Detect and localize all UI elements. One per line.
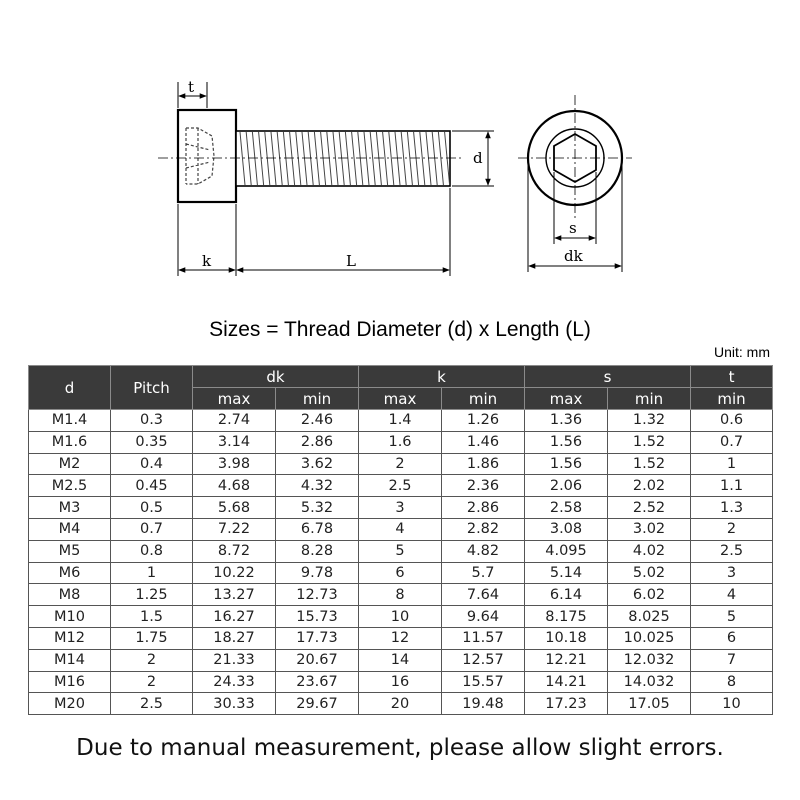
table-cell: 2 [359,453,442,475]
table-cell: 3 [691,562,773,584]
table-cell: 4 [359,518,442,540]
table-cell: 3.08 [525,518,608,540]
table-cell: 0.3 [111,410,193,432]
table-cell: 8.72 [193,540,276,562]
table-row [29,497,773,519]
table-row [29,540,773,562]
measurement-note: Due to manual measurement, please allow slight errors. [76,735,724,761]
screw-diagram [0,0,800,300]
subheader-t-min: min [691,388,773,410]
table-cell: 0.7 [111,518,193,540]
table-cell: 17.73 [276,627,359,649]
table-cell: 2.52 [608,497,691,519]
table-cell: 1.26 [442,410,525,432]
table-cell: 2.36 [442,475,525,497]
table-row [29,606,773,628]
table-cell: M2.5 [29,475,111,497]
header-k: k [359,366,525,388]
table-cell: 7.22 [193,518,276,540]
table-cell: 8.28 [276,540,359,562]
table-cell: 5.68 [193,497,276,519]
table-cell: 14.032 [608,671,691,693]
table-cell: 14.21 [525,671,608,693]
table-cell: 1.46 [442,431,525,453]
table-cell: 1.3 [691,497,773,519]
table-cell: 1.52 [608,453,691,475]
table-cell: 6 [691,627,773,649]
table-cell: 12.57 [442,649,525,671]
header-d: d [29,366,111,410]
table-cell: 0.6 [691,410,773,432]
table-row [29,475,773,497]
table-cell: 10 [691,693,773,715]
table-cell: 13.27 [193,584,276,606]
table-row [29,693,773,715]
table-cell: 1.56 [525,431,608,453]
table-row [29,518,773,540]
table-cell: 1.56 [525,453,608,475]
table-cell: M16 [29,671,111,693]
table-cell: M1.4 [29,410,111,432]
table-cell: 12 [359,627,442,649]
table-cell: 12.032 [608,649,691,671]
table-cell: 1.1 [691,475,773,497]
table-cell: 1.5 [111,606,193,628]
table-cell: 2.46 [276,410,359,432]
table-cell: M14 [29,649,111,671]
table-cell: M4 [29,518,111,540]
table-cell: 8.025 [608,606,691,628]
d-label: d [473,149,483,167]
table-cell: 1.86 [442,453,525,475]
table-cell: 23.67 [276,671,359,693]
table-cell: 5 [691,606,773,628]
table-cell: 10 [359,606,442,628]
table-cell: 16 [359,671,442,693]
table-cell: 24.33 [193,671,276,693]
table-cell: 3.14 [193,431,276,453]
table-cell: 2.74 [193,410,276,432]
table-cell: 4.095 [525,540,608,562]
table-row [29,671,773,693]
table-cell: 17.05 [608,693,691,715]
table-row [29,627,773,649]
table-cell: 3 [359,497,442,519]
table-cell: M12 [29,627,111,649]
L-label: L [346,252,356,270]
table-cell: 17.23 [525,693,608,715]
table-cell: 8.175 [525,606,608,628]
table-cell: M5 [29,540,111,562]
table-cell: 3.02 [608,518,691,540]
table-row [29,562,773,584]
table-cell: 1.25 [111,584,193,606]
table-cell: 10.025 [608,627,691,649]
screw-end-view [518,95,632,272]
table-cell: 6.02 [608,584,691,606]
header-s: s [525,366,691,388]
subheader-dk-max: max [193,388,276,410]
screw-side-view [158,78,494,276]
table-cell: 12.21 [525,649,608,671]
table-cell: 0.35 [111,431,193,453]
subheader-s-min: min [608,388,691,410]
table-cell: 15.73 [276,606,359,628]
table-cell: M3 [29,497,111,519]
unit-label: Unit: mm [714,344,770,360]
table-cell: 5.14 [525,562,608,584]
table-cell: 21.33 [193,649,276,671]
table-cell: M10 [29,606,111,628]
table-cell: 2.58 [525,497,608,519]
k-label: k [202,252,212,270]
table-cell: 7 [691,649,773,671]
table-cell: 18.27 [193,627,276,649]
table-cell: 30.33 [193,693,276,715]
table-cell: 1.52 [608,431,691,453]
table-cell: 2 [111,649,193,671]
table-cell: 2.5 [691,540,773,562]
table-cell: 20 [359,693,442,715]
table-cell: 1 [111,562,193,584]
table-cell: 1.75 [111,627,193,649]
table-row [29,584,773,606]
table-cell: 4.32 [276,475,359,497]
table-cell: 2.86 [442,497,525,519]
table-cell: M8 [29,584,111,606]
table-cell: 29.67 [276,693,359,715]
table-cell: 16.27 [193,606,276,628]
table-cell: 2.06 [525,475,608,497]
page-title: Sizes = Thread Diameter (d) x Length (L) [209,318,591,341]
header-t: t [691,366,773,388]
table-body [29,410,773,715]
table-cell: 6.78 [276,518,359,540]
table-row [29,453,773,475]
table-cell: 1.36 [525,410,608,432]
table-cell: 10.22 [193,562,276,584]
table-row [29,410,773,432]
table-cell: 19.48 [442,693,525,715]
table-cell: 6.14 [525,584,608,606]
table-cell: 9.78 [276,562,359,584]
table-cell: 8 [359,584,442,606]
table-cell: 2.5 [359,475,442,497]
table-row [29,649,773,671]
table-cell: 2.5 [111,693,193,715]
table-cell: 15.57 [442,671,525,693]
header-dk: dk [193,366,359,388]
table-cell: 10.18 [525,627,608,649]
table-cell: 1.4 [359,410,442,432]
table-cell: 5.02 [608,562,691,584]
table-cell: 0.4 [111,453,193,475]
table-cell: 1 [691,453,773,475]
s-label: s [569,219,577,237]
screw-head [178,110,236,202]
table-cell: 0.8 [111,540,193,562]
table-cell: 2.86 [276,431,359,453]
table-cell: 12.73 [276,584,359,606]
table-cell: 5.32 [276,497,359,519]
subheader-s-max: max [525,388,608,410]
table-cell: 4 [691,584,773,606]
table-cell: 7.64 [442,584,525,606]
table-cell: 3.62 [276,453,359,475]
table-cell: 1.6 [359,431,442,453]
table-cell: 0.45 [111,475,193,497]
table-cell: 4.68 [193,475,276,497]
table-cell: 5 [359,540,442,562]
table-cell: M6 [29,562,111,584]
table-cell: 6 [359,562,442,584]
table-cell: 14 [359,649,442,671]
table-cell: 9.64 [442,606,525,628]
t-label: t [188,78,195,96]
size-table [28,365,773,715]
table-cell: M20 [29,693,111,715]
table-cell: 0.7 [691,431,773,453]
table-cell: 4.02 [608,540,691,562]
table-cell: 2.02 [608,475,691,497]
table-cell: M2 [29,453,111,475]
table-cell: 2 [111,671,193,693]
dk-label: dk [564,247,583,265]
table-cell: 2.82 [442,518,525,540]
table-cell: 5.7 [442,562,525,584]
header-pitch: Pitch [111,366,193,410]
subheader-k-min: min [442,388,525,410]
subheader-dk-min: min [276,388,359,410]
table-cell: 8 [691,671,773,693]
table-cell: 4.82 [442,540,525,562]
table-row [29,431,773,453]
table-cell: 0.5 [111,497,193,519]
table-cell: 1.32 [608,410,691,432]
table-cell: M1.6 [29,431,111,453]
table-cell: 3.98 [193,453,276,475]
subheader-k-max: max [359,388,442,410]
table-cell: 2 [691,518,773,540]
table-cell: 11.57 [442,627,525,649]
table-cell: 20.67 [276,649,359,671]
